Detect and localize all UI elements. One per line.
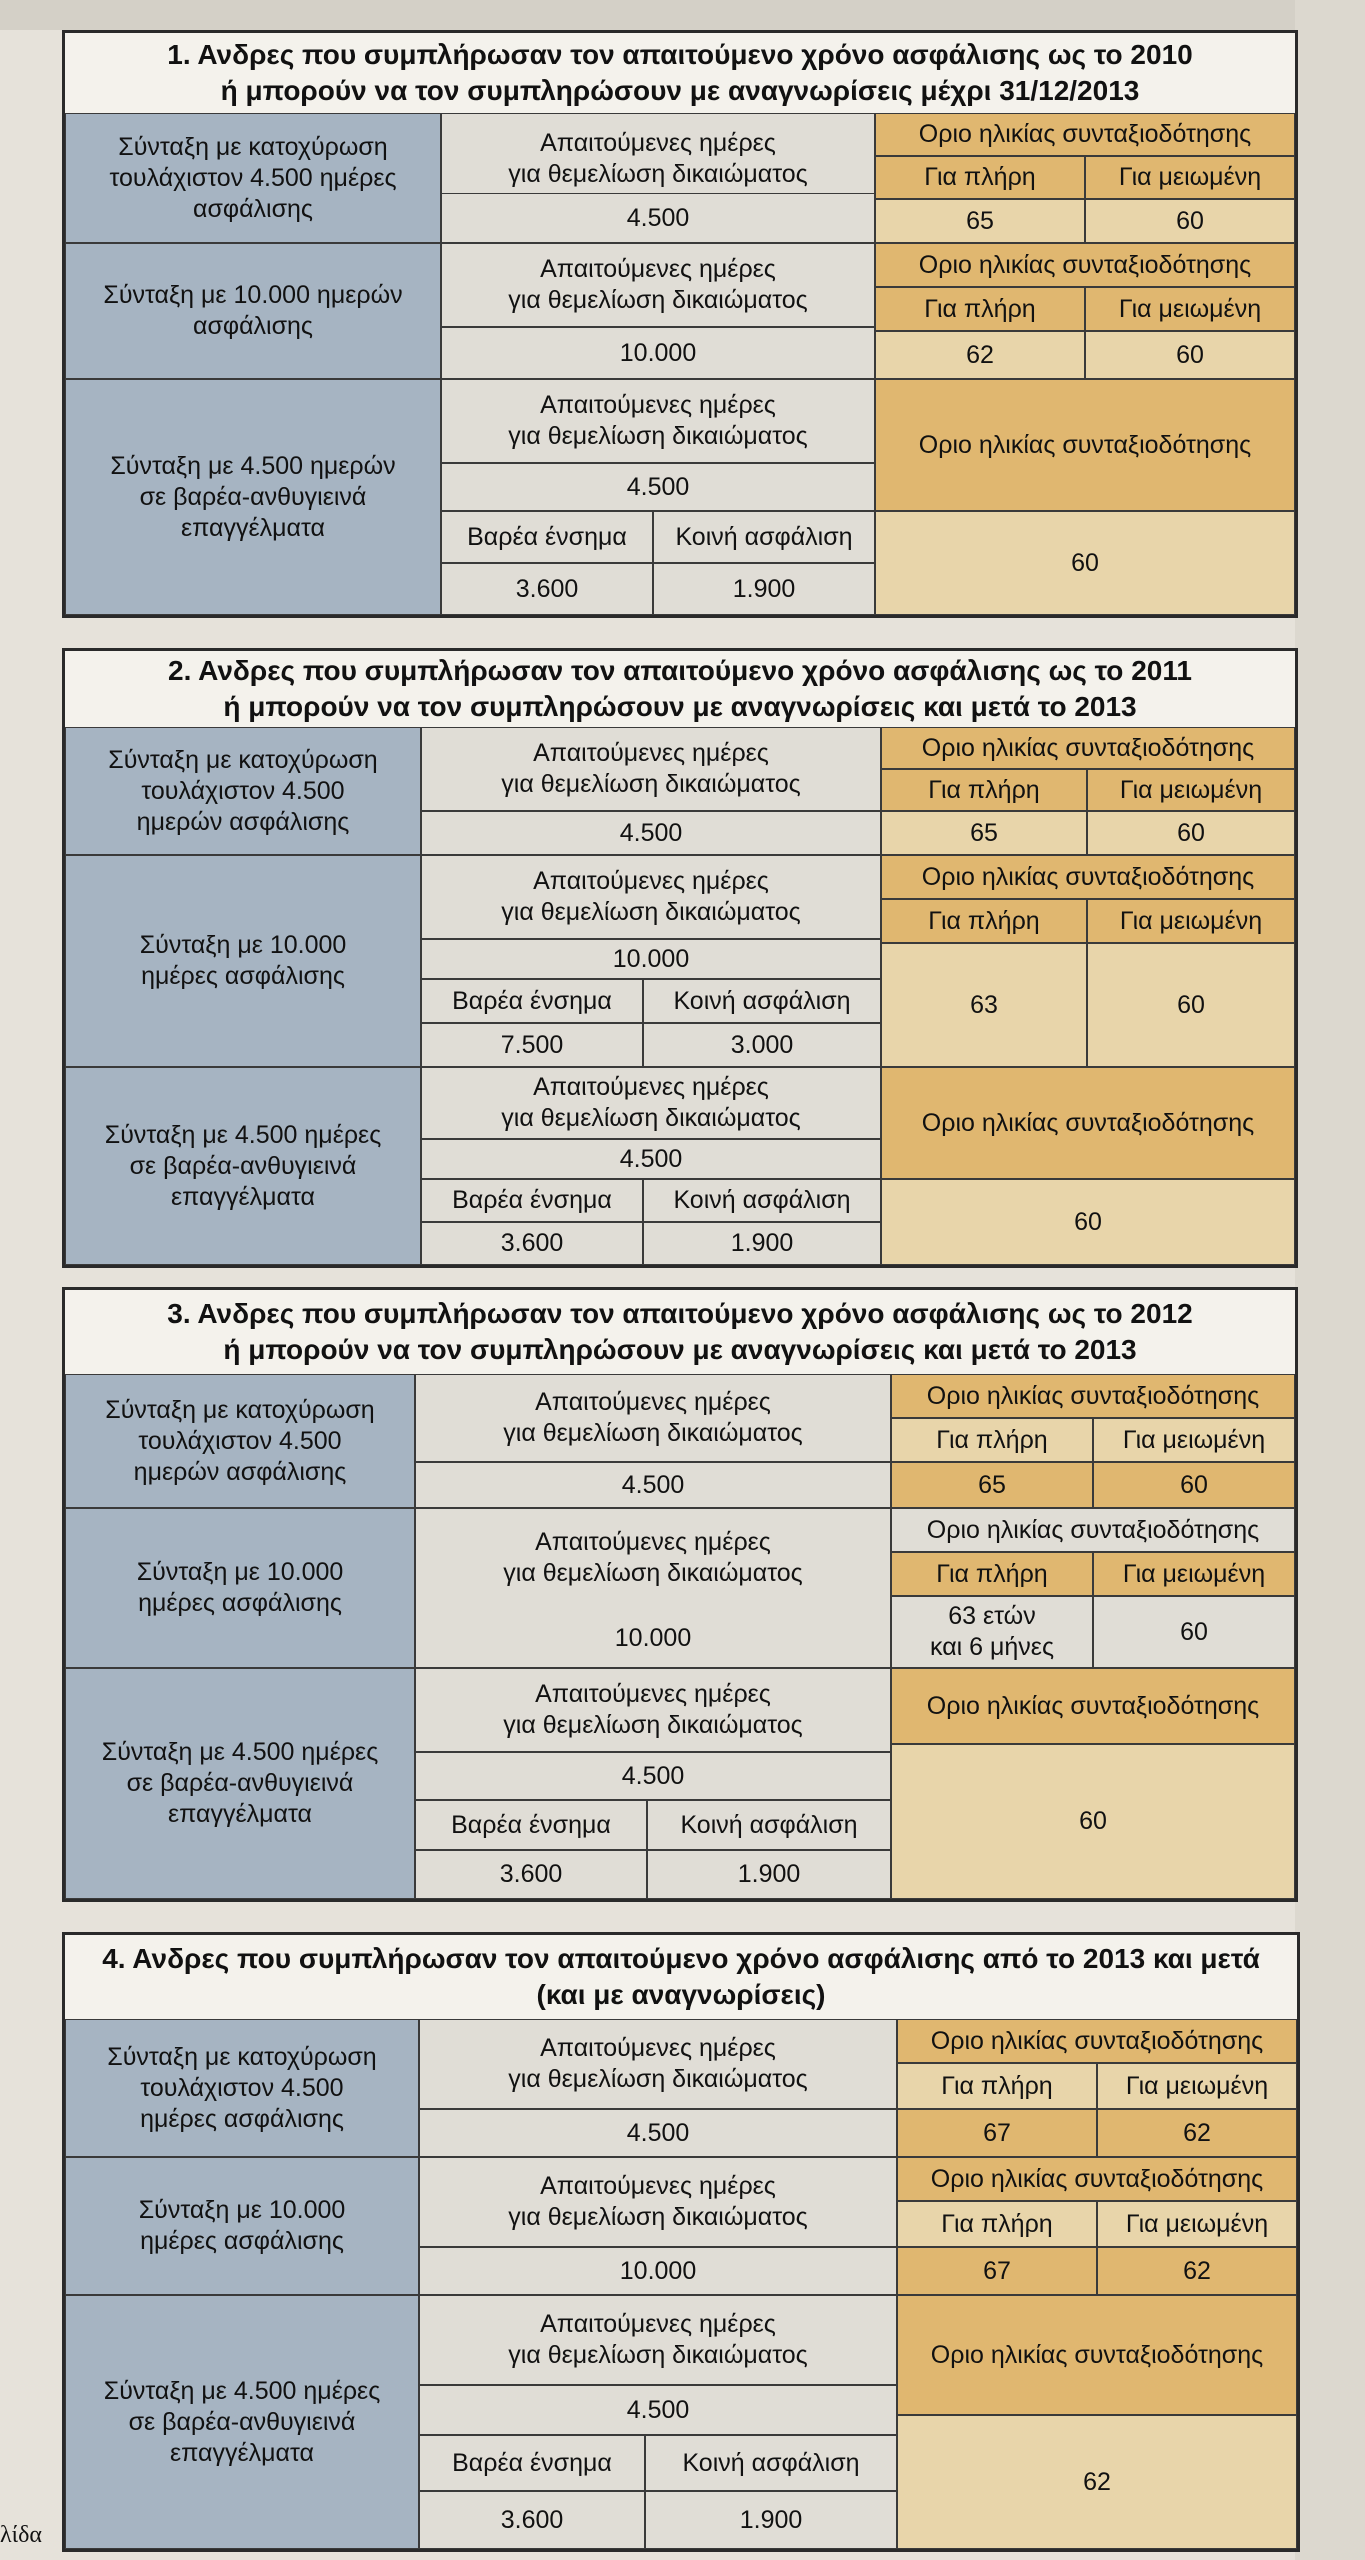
t2-r3-age-header: Οριο ηλικίας συνταξιοδότησης xyxy=(881,1067,1295,1179)
t3-r3-age-value: 60 xyxy=(891,1744,1295,1899)
t1-r2-days-header: Απαιτούμενες ημέρες για θεμελίωση δικαιώματος xyxy=(441,243,875,327)
t3-r1-reduced-label: Για μειωμένη xyxy=(1093,1418,1295,1462)
table-2-title-line1: 2. Ανδρες που συμπλήρωσαν τον απαιτούμενο χρόνο ασφάλισης ως το 2011 xyxy=(168,655,1192,686)
t2-r1-full-value: 65 xyxy=(881,811,1087,855)
t1-r2-reduced-value: 60 xyxy=(1085,331,1295,379)
t4-r1-days-header: Απαιτούμενες ημέρες για θεμελίωση δικαιώματος xyxy=(419,2019,897,2109)
t4-r3-category: Σύνταξη με 4.500 ημέρες σε βαρέα-ανθυγιεινά επαγγέλματα xyxy=(65,2295,419,2549)
t2-r2-heavy-label: Βαρέα ένσημα xyxy=(421,979,643,1023)
t3-r1-days-header: Απαιτούμενες ημέρες για θεμελίωση δικαιώματος xyxy=(415,1374,891,1462)
t4-r3-common-label: Κοινή ασφάλιση xyxy=(645,2435,897,2491)
t3-r2-age-header: Οριο ηλικίας συνταξιοδότησης xyxy=(891,1508,1295,1552)
t2-r2-heavy-value: 7.500 xyxy=(421,1023,643,1067)
t2-r1-reduced-label: Για μειωμένη xyxy=(1087,769,1295,811)
t1-r2-full-value: 62 xyxy=(875,331,1085,379)
table-3-title-line1: 3. Ανδρες που συμπλήρωσαν τον απαιτούμενο χρόνο ασφάλισης ως το 2012 xyxy=(167,1298,1193,1329)
t2-r1-category: Σύνταξη με κατοχύρωση τουλάχιστον 4.500 ημερών ασφάλισης xyxy=(65,727,421,855)
table-3 xyxy=(62,1287,1298,1902)
t3-r1-age-header: Οριο ηλικίας συνταξιοδότησης xyxy=(891,1374,1295,1418)
t4-r1-age-header: Οριο ηλικίας συνταξιοδότησης xyxy=(897,2019,1297,2063)
t2-r1-days-value: 4.500 xyxy=(421,811,881,855)
t4-r2-category: Σύνταξη με 10.000 ημέρες ασφάλισης xyxy=(65,2157,419,2295)
t2-r1-reduced-value: 60 xyxy=(1087,811,1295,855)
t3-r2-category: Σύνταξη με 10.000 ημέρες ασφάλισης xyxy=(65,1508,415,1668)
t2-r2-reduced-value: 60 xyxy=(1087,943,1295,1067)
t2-r1-full-label: Για πλήρη xyxy=(881,769,1087,811)
t3-r2-full-label: Για πλήρη xyxy=(891,1552,1093,1596)
table-4-title-line2: (και με αναγνωρίσεις) xyxy=(536,1979,826,2010)
t2-r3-common-value: 1.900 xyxy=(643,1222,881,1265)
t1-r3-days-value: 4.500 xyxy=(441,463,875,511)
t4-r3-heavy-value: 3.600 xyxy=(419,2491,645,2549)
t2-r2-full-value: 63 xyxy=(881,943,1087,1067)
t3-r2-reduced-value: 60 xyxy=(1093,1596,1295,1668)
table-4 xyxy=(62,1932,1300,2552)
t4-r2-full-label: Για πλήρη xyxy=(897,2201,1097,2247)
t4-r1-reduced-label: Για μειωμένη xyxy=(1097,2063,1297,2109)
t3-r1-full-value: 65 xyxy=(891,1462,1093,1508)
t2-r2-full-label: Για πλήρη xyxy=(881,899,1087,943)
t2-r2-days-header: Απαιτούμενες ημέρες για θεμελίωση δικαιώματος xyxy=(421,855,881,939)
t3-r3-common-value: 1.900 xyxy=(647,1850,891,1899)
t3-r1-days-value: 4.500 xyxy=(415,1462,891,1508)
table-4-title xyxy=(65,1935,1297,2021)
t3-r2-full-value: 63 ετών και 6 μήνες xyxy=(891,1596,1093,1668)
t2-r3-category: Σύνταξη με 4.500 ημέρες σε βαρέα-ανθυγιεινά επαγγέλματα xyxy=(65,1067,421,1265)
t3-r1-reduced-value: 60 xyxy=(1093,1462,1295,1508)
t3-r1-full-label: Για πλήρη xyxy=(891,1418,1093,1462)
t4-r3-common-value: 1.900 xyxy=(645,2491,897,2549)
t1-r3-days-header: Απαιτούμενες ημέρες για θεμελίωση δικαιώματος xyxy=(441,379,875,463)
t1-r2-full-label: Για πλήρη xyxy=(875,287,1085,331)
t1-r3-common-value: 1.900 xyxy=(653,563,875,615)
t4-r1-reduced-value: 62 xyxy=(1097,2109,1297,2157)
t1-r1-days-value: 4.500 xyxy=(441,193,875,243)
t1-r2-category: Σύνταξη με 10.000 ημερών ασφάλισης xyxy=(65,243,441,379)
t1-r1-reduced-label: Για μειωμένη xyxy=(1085,156,1295,199)
t2-r3-common-label: Κοινή ασφάλιση xyxy=(643,1179,881,1222)
background-column-strip xyxy=(1295,0,1365,2560)
t1-r1-age-header: Οριο ηλικίας συνταξιοδότησης xyxy=(875,113,1295,156)
t4-r3-age-value: 62 xyxy=(897,2415,1297,2549)
t4-r2-days-value: 10.000 xyxy=(419,2247,897,2295)
table-1-title-line1: 1. Ανδρες που συμπλήρωσαν τον απαιτούμενο χρόνο ασφάλισης ως το 2010 xyxy=(167,39,1193,70)
t1-r1-reduced-value: 60 xyxy=(1085,199,1295,243)
t4-r2-days-header: Απαιτούμενες ημέρες για θεμελίωση δικαιώματος xyxy=(419,2157,897,2247)
t1-r2-reduced-label: Για μειωμένη xyxy=(1085,287,1295,331)
t2-r3-days-header: Απαιτούμενες ημέρες για θεμελίωση δικαιώματος xyxy=(421,1067,881,1139)
t3-r3-heavy-label: Βαρέα ένσημα xyxy=(415,1800,647,1850)
t1-r3-heavy-label: Βαρέα ένσημα xyxy=(441,511,653,563)
table-1-title-line2: ή μπορούν να τον συμπληρώσουν με αναγνωρίσεις μέχρι 31/12/2013 xyxy=(220,75,1140,106)
t1-r2-age-header: Οριο ηλικίας συνταξιοδότησης xyxy=(875,243,1295,287)
t2-r2-common-label: Κοινή ασφάλιση xyxy=(643,979,881,1023)
t1-r3-age-header: Οριο ηλικίας συνταξιοδότησης xyxy=(875,379,1295,511)
t3-r3-days-header: Απαιτούμενες ημέρες για θεμελίωση δικαιώματος xyxy=(415,1668,891,1752)
t2-r1-days-header: Απαιτούμενες ημέρες για θεμελίωση δικαιώματος xyxy=(421,727,881,811)
t1-r3-age-value: 60 xyxy=(875,511,1295,615)
table-3-title xyxy=(65,1290,1295,1376)
footer-page-label: λίδα xyxy=(0,2522,42,2548)
t4-r2-age-header: Οριο ηλικίας συνταξιοδότησης xyxy=(897,2157,1297,2201)
page-top-band xyxy=(0,0,1365,30)
t2-r1-age-header: Οριο ηλικίας συνταξιοδότησης xyxy=(881,727,1295,769)
t2-r3-heavy-value: 3.600 xyxy=(421,1222,643,1265)
table-2-title-line2: ή μπορούν να τον συμπληρώσουν με αναγνωρίσεις και μετά το 2013 xyxy=(223,691,1137,722)
t3-r3-category: Σύνταξη με 4.500 ημέρες σε βαρέα-ανθυγιεινά επαγγέλματα xyxy=(65,1668,415,1899)
t4-r3-heavy-label: Βαρέα ένσημα xyxy=(419,2435,645,2491)
t1-r2-days-value: 10.000 xyxy=(441,327,875,379)
t4-r1-full-value: 67 xyxy=(897,2109,1097,2157)
t2-r2-common-value: 3.000 xyxy=(643,1023,881,1067)
table-2 xyxy=(62,648,1298,1268)
t2-r2-category: Σύνταξη με 10.000 ημέρες ασφάλισης xyxy=(65,855,421,1067)
t4-r3-days-value: 4.500 xyxy=(419,2385,897,2435)
t4-r3-age-header: Οριο ηλικίας συνταξιοδότησης xyxy=(897,2295,1297,2415)
t2-r3-age-value: 60 xyxy=(881,1179,1295,1265)
t3-r3-days-value: 4.500 xyxy=(415,1752,891,1800)
t3-r2-days-value: 10.000 xyxy=(614,1623,692,1652)
t4-r1-category: Σύνταξη με κατοχύρωση τουλάχιστον 4.500 ημέρες ασφάλισης xyxy=(65,2019,419,2157)
table-4-title-line1: 4. Ανδρες που συμπλήρωσαν τον απαιτούμενο χρόνο ασφάλισης από το 2013 και μετά xyxy=(102,1943,1260,1974)
t3-r2-reduced-label: Για μειωμένη xyxy=(1093,1552,1295,1596)
t2-r3-heavy-label: Βαρέα ένσημα xyxy=(421,1179,643,1222)
t1-r3-heavy-value: 3.600 xyxy=(441,563,653,615)
t4-r1-full-label: Για πλήρη xyxy=(897,2063,1097,2109)
t1-r1-full-value: 65 xyxy=(875,199,1085,243)
t1-r1-days-header: Απαιτούμενες ημέρες για θεμελίωση δικαιώματος xyxy=(441,113,875,243)
t4-r2-reduced-label: Για μειωμένη xyxy=(1097,2201,1297,2247)
t4-r2-full-value: 67 xyxy=(897,2247,1097,2295)
t2-r2-age-header: Οριο ηλικίας συνταξιοδότησης xyxy=(881,855,1295,899)
table-1-title xyxy=(65,33,1295,115)
t3-r3-heavy-value: 3.600 xyxy=(415,1850,647,1899)
t4-r3-days-header: Απαιτούμενες ημέρες για θεμελίωση δικαιώματος xyxy=(419,2295,897,2385)
t3-r2-days-header: Απαιτούμενες ημέρες για θεμελίωση δικαιώματος xyxy=(415,1508,891,1668)
t1-r3-common-label: Κοινή ασφάλιση xyxy=(653,511,875,563)
t3-r3-common-label: Κοινή ασφάλιση xyxy=(647,1800,891,1850)
t4-r1-days-value: 4.500 xyxy=(419,2109,897,2157)
t2-r3-days-value: 4.500 xyxy=(421,1139,881,1179)
t2-r2-reduced-label: Για μειωμένη xyxy=(1087,899,1295,943)
t1-r1-full-label: Για πλήρη xyxy=(875,156,1085,199)
t1-r1-category: Σύνταξη με κατοχύρωση τουλάχιστον 4.500 ημέρες ασφάλισης xyxy=(65,113,441,243)
table-1 xyxy=(62,30,1298,618)
t1-r3-category: Σύνταξη με 4.500 ημερών σε βαρέα-ανθυγιεινά επαγγέλματα xyxy=(65,379,441,615)
table-3-title-line2: ή μπορούν να τον συμπληρώσουν με αναγνωρίσεις και μετά το 2013 xyxy=(223,1334,1137,1365)
t3-r1-category: Σύνταξη με κατοχύρωση τουλάχιστον 4.500 ημερών ασφάλισης xyxy=(65,1374,415,1508)
t3-r3-age-header: Οριο ηλικίας συνταξιοδότησης xyxy=(891,1668,1295,1744)
t4-r2-reduced-value: 62 xyxy=(1097,2247,1297,2295)
table-2-title xyxy=(65,651,1295,729)
t2-r2-days-value: 10.000 xyxy=(421,939,881,979)
